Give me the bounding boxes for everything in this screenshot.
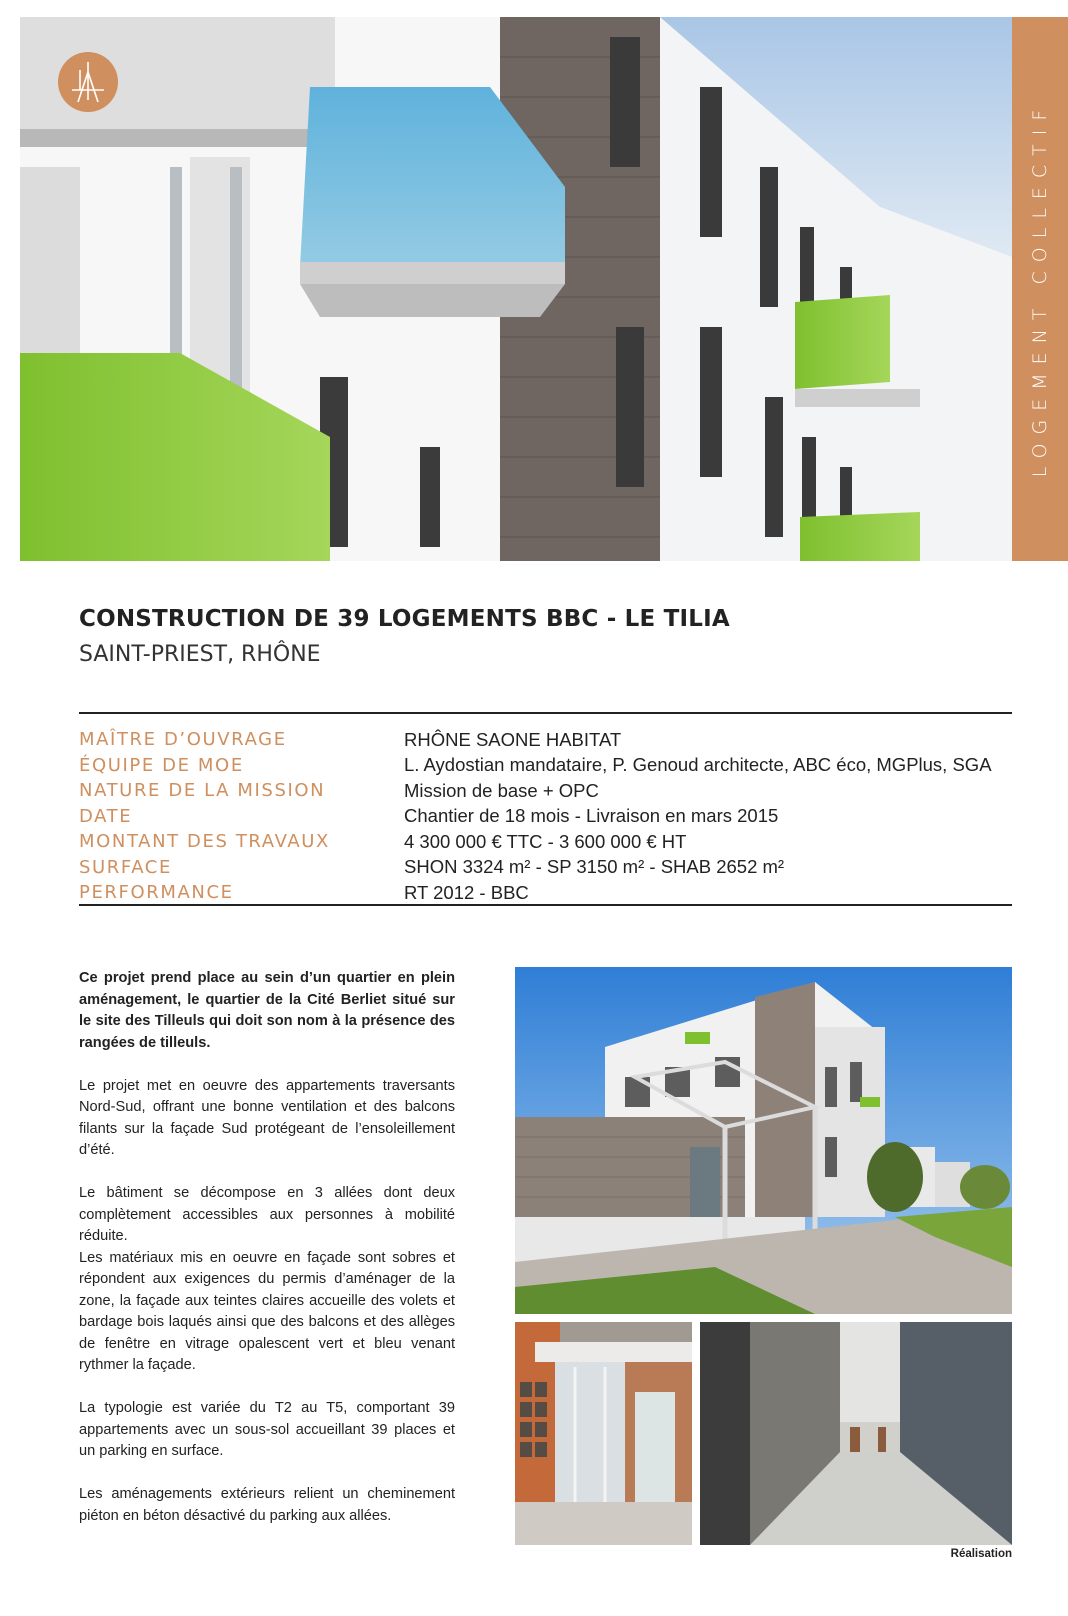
project-description <box>79 968 455 1549</box>
info-value: Chantier de 18 mois - Livraison en mars 2015 <box>404 805 779 827</box>
info-row <box>79 778 1012 804</box>
info-row <box>79 727 1012 753</box>
info-row <box>79 829 1012 855</box>
info-label: DATE <box>79 805 133 827</box>
project-location: SAINT-PRIEST, RHÔNE <box>79 642 321 667</box>
info-row <box>79 855 1012 881</box>
category-band <box>1012 17 1068 561</box>
info-row <box>79 753 1012 779</box>
paragraph: La typologie est variée du T2 au T5, comportant 39 appartements avec un sous-sol accueillant 39 places et un parking en surface. <box>79 1400 455 1459</box>
info-value: 4 300 000 € TTC - 3 600 000 € HT <box>404 830 687 852</box>
table-top-rule <box>79 712 1012 714</box>
corridor-photo <box>700 1322 1012 1545</box>
architect-monogram-icon <box>58 52 118 112</box>
table-bottom-rule <box>79 904 1012 906</box>
category-label: LOGEMENT COLLECTIF <box>1029 100 1051 478</box>
paragraph: Le projet met en oeuvre des appartements traversants Nord-Sud, offrant une bonne ventilation et des balcons filants sur la façade Sud protégeant de l’ensoleillement d’été. <box>79 1077 455 1158</box>
entrance-hall-photo <box>515 1322 692 1545</box>
info-label: NATURE DE LA MISSION <box>79 780 326 802</box>
paragraph: Les aménagements extérieurs relient un cheminement piéton en béton désactivé du parking aux allées. <box>79 1486 455 1524</box>
info-value: L. Aydostian mandataire, P. Genoud architecte, ABC éco, MGPlus, SGA <box>404 754 992 776</box>
paragraph: Les matériaux mis en oeuvre en façade sont sobres et répondent aux exigences du permis d’aménager de la zone, la façade aux teintes claires accueille des volets et bardage bois laqués ainsi que des balcons et des allèges de fenêtre en vitrage opalescent vert et bleu venant rythmer la façade. <box>79 1249 455 1373</box>
info-row <box>79 880 1012 906</box>
intro-paragraph: Ce projet prend place au sein d’un quartier en plein aménagement, le quartier de la Cité Berliet situé sur le site des Tilleuls qui doit son nom à la présence des rangées de tilleuls. <box>79 970 455 1051</box>
project-info-table <box>79 727 1012 906</box>
paragraph: Le bâtiment se décompose en 3 allées dont deux complètement accessibles aux personnes à mobilité réduite. <box>79 1185 455 1244</box>
info-label: MAÎTRE D’OUVRAGE <box>79 729 287 751</box>
info-label: SURFACE <box>79 856 172 878</box>
info-label: MONTANT DES TRAVAUX <box>79 831 330 853</box>
exterior-photo <box>515 967 1012 1314</box>
info-value: RHÔNE SAONE HABITAT <box>404 728 622 750</box>
project-title: CONSTRUCTION DE 39 LOGEMENTS BBC - LE TILIA <box>79 606 730 632</box>
info-label: PERFORMANCE <box>79 882 234 904</box>
info-value: SHON 3324 m² - SP 3150 m² - SHAB 2652 m² <box>404 856 785 878</box>
info-value: RT 2012 - BBC <box>404 881 529 903</box>
photo-caption: Réalisation <box>950 1548 1012 1560</box>
info-row <box>79 804 1012 830</box>
info-label: ÉQUIPE DE MOE <box>79 754 244 776</box>
info-value: Mission de base + OPC <box>404 779 599 801</box>
hero-photo <box>20 17 1012 561</box>
